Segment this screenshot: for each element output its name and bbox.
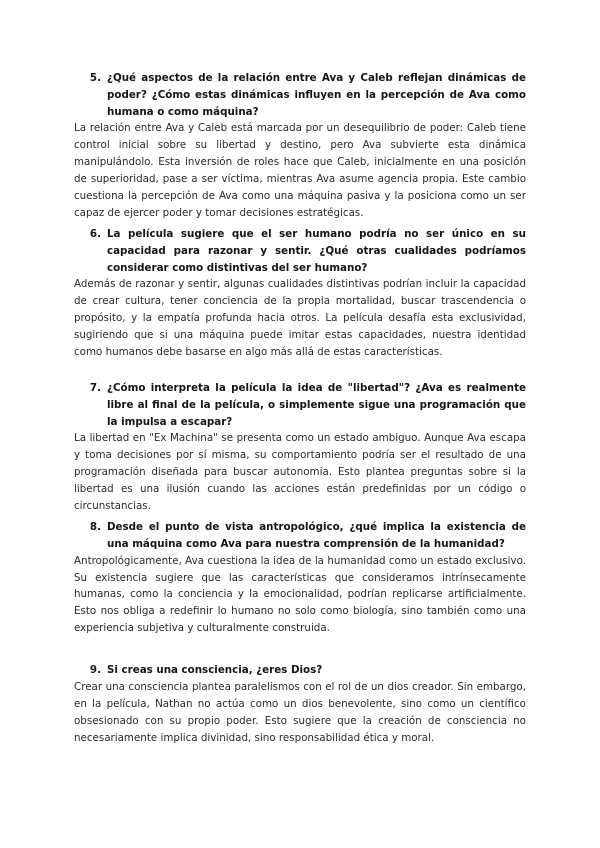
section-9	[74, 662, 526, 746]
question-text: Si creas una consciencia, ¿eres Dios?	[107, 664, 323, 676]
question-number: 9.	[89, 664, 101, 676]
question-number: 7.	[89, 382, 101, 394]
answer-paragraph: Antropológicamente, Ava cuestiona la idea de la humanidad como un estado exclusivo. Su existencia sugiere que las características que consideramos intrínsecamente humanas, como la conciencia y la emocionalidad, podrían replicarse artificialmente. Esto nos obliga a redefinir lo humano no solo como biología, sino también como una experiencia subjetiva y culturalmente construida.	[74, 554, 526, 635]
question-heading	[74, 226, 526, 276]
answer-paragraph: Además de razonar y sentir, algunas cualidades distintivas podrían incluir la capacidad de crear cultura, tener conciencia de la propia mortalidad, buscar trascendencia o propósito, y la empatía profunda hacia otros. La película desafía esta exclusividad, sugiriendo que si una máquina puede imitar estas capacidades, nuestra identidad como humanos debe basarse en algo más allá de estas características.	[74, 278, 526, 359]
answer-paragraph: La libertad en "Ex Machina" se presenta como un estado ambiguo. Aunque Ava escapa y toma decisiones por sí misma, su comportamiento podría ser el resultado de una programación diseñada para buscar autonomía. Esto plantea preguntas sobre si la libertad es una ilusión cuando las acciones están predefinidas por un código o circunstancias.	[74, 432, 526, 513]
question-number: 6.	[89, 228, 101, 240]
question-number: 5.	[89, 72, 101, 84]
question-text: ¿Cómo interpreta la película la idea de "libertad"? ¿Ava es realmente libre al final de la película, o simplemente sigue una programación que la impulsa a escapar?	[107, 382, 526, 428]
section-5	[74, 70, 526, 222]
question-heading	[74, 662, 526, 679]
question-heading	[74, 519, 526, 553]
question-text: La película sugiere que el ser humano podría no ser único en su capacidad para razonar y sentir. ¿Qué otras cualidades podríamos considerar como distintivas del ser humano?	[107, 228, 526, 274]
section-7	[74, 380, 526, 515]
answer-paragraph: La relación entre Ava y Caleb está marcada por un desequilibrio de poder: Caleb tiene control inicial sobre su libertad y destino, pero Ava subvierte esta dinámica manipulándolo. Esta inversión de roles hace que Caleb, inicialmente en una posición de superioridad, pase a ser víctima, mientras Ava asume agencia propia. Este cambio cuestiona la percepción de Ava como una máquina pasiva y la posiciona como un ser capaz de ejercer poder y tomar decisiones estratégicas.	[74, 122, 526, 219]
question-text: ¿Qué aspectos de la relación entre Ava y Caleb reflejan dinámicas de poder? ¿Cómo estas dinámicas influyen en la percepción de Ava como humana o como máquina?	[107, 72, 526, 118]
section-8	[74, 519, 526, 637]
section-6	[74, 226, 526, 361]
question-number: 8.	[89, 521, 101, 533]
question-text: Desde el punto de vista antropológico, ¿qué implica la existencia de una máquina como Ava para nuestra comprensión de la humanidad?	[107, 521, 526, 550]
answer-paragraph: Crear una consciencia plantea paralelismos con el rol de un dios creador. Sin embargo, en la película, Nathan no actúa como un dios benevolente, sino como un científico obsesionado con su propio poder. Esto sugiere que la creación de consciencia no necesariamente implica divinidad, sino responsabilidad ética y moral.	[74, 680, 526, 744]
question-heading	[74, 380, 526, 430]
question-heading	[74, 70, 526, 120]
